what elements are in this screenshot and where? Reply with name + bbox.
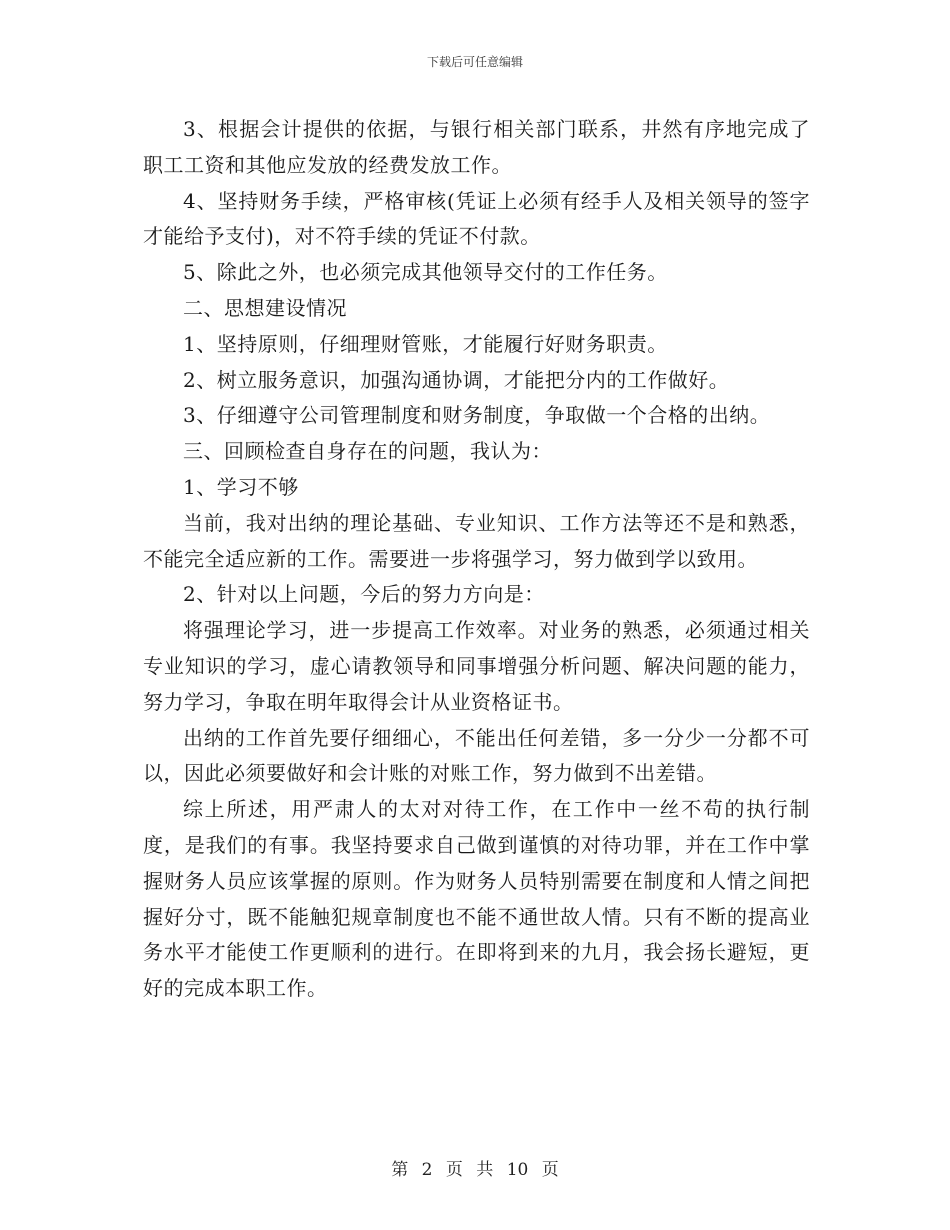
subheading: 2、针对以上问题，今后的努力方向是：: [183, 582, 545, 607]
paragraph: 3、根据会计提供的依据，与银行相关部门联系，井然有序地完成了职工工资和其他应发放的经费发放工作。: [143, 117, 810, 177]
section-heading: 三、回顾检查自身存在的问题，我认为：: [183, 439, 552, 464]
paragraph: 3、仔细遵守公司管理制度和财务制度，争取做一个合格的出纳。: [183, 403, 771, 428]
page-label-ye-2: 页: [541, 1160, 559, 1180]
paragraph: 当前，我对出纳的理论基础、专业知识、工作方法等还不是和熟悉，不能完全适应新的工作。需要进一步将强学习，努力做到学以致用。: [143, 510, 810, 571]
paragraph: 出纳的工作首先要仔细细心，不能出任何差错，多一分少一分都不可以，因此必须要做好和会计账的对账工作，努力做到不出差错。: [143, 725, 810, 786]
page-footer: [0, 1155, 950, 1180]
paragraph: 2、树立服务意识，加强沟通协调，才能把分内的工作做好。: [183, 367, 730, 392]
paragraph: 将强理论学习，进一步提高工作效率。对业务的熟悉，必须通过相关专业知识的学习，虚心请教领导和同事增强分析问题、解决问题的能力，努力学习，争取在明年取得会计从业资格证书。: [143, 618, 810, 714]
paragraph: 1、坚持原则，仔细理财管账，才能履行好财务职责。: [183, 331, 668, 356]
page-label-gong: 共: [476, 1160, 494, 1180]
page-label-ye: 页: [445, 1160, 463, 1180]
page-header: 下载后可任意编辑: [426, 55, 523, 69]
document-body: [143, 112, 810, 1007]
section-heading: 二、思想建设情况: [183, 295, 347, 320]
subheading: 1、学习不够: [183, 474, 299, 499]
page-label-di: 第: [391, 1160, 409, 1180]
paragraph: 4、坚持财务手续，严格审核(凭证上必须有经手人及相关领导的签字才能给予支付)，对不符手续的凭证不付款。: [143, 188, 810, 249]
page-total: 10: [506, 1160, 529, 1180]
paragraph: 5、除此之外，也必须完成其他领导交付的工作任务。: [183, 260, 668, 285]
paragraph: 综上所述，用严肃人的太对对待工作，在工作中一丝不苟的执行制度，是我们的有事。我坚持要求自己做到谨慎的对待功罪，并在工作中掌握财务人员应该掌握的原则。作为财务人员特别需要在制度和人情之间把握好分寸，既不能触犯规章制度也不能不通世故人情。只有不断的提高业务水平才能使工作更顺利的进行。在即将到来的九月，我会扬长避短，更好的完成本职工作。: [143, 797, 810, 1001]
page-number: 2: [421, 1160, 433, 1180]
